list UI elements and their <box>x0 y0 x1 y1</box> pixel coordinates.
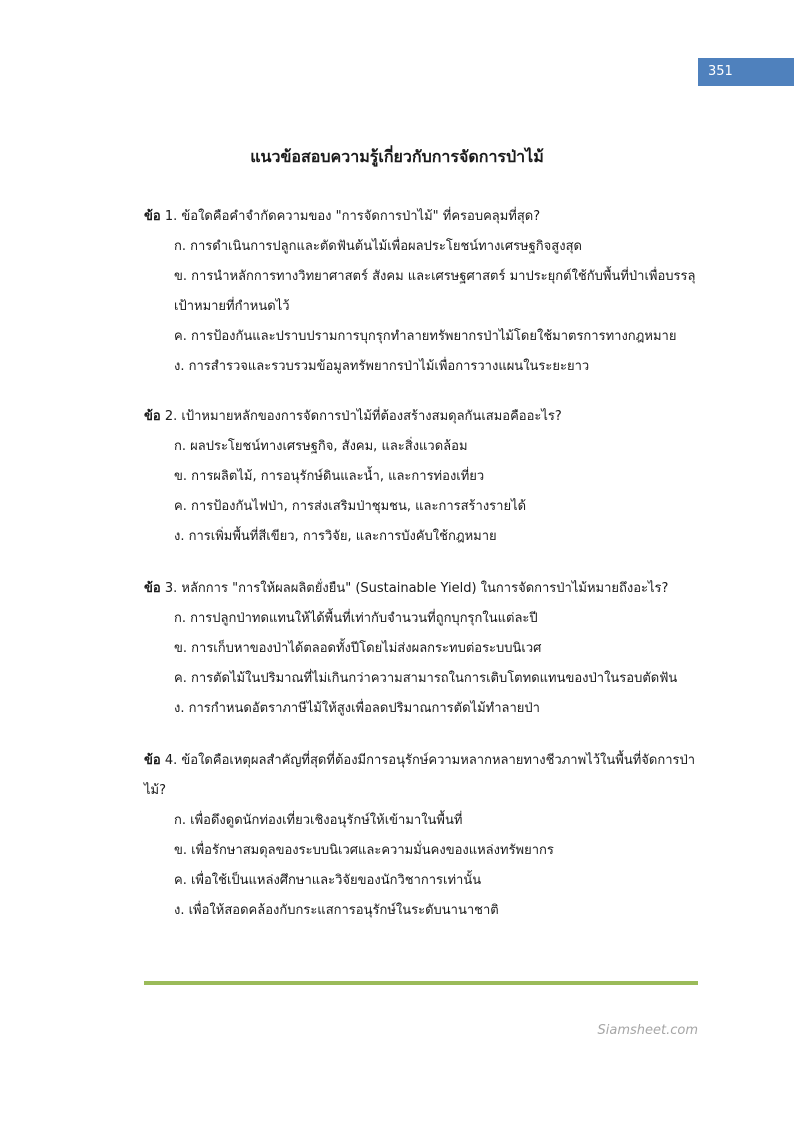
option-c: ค. การตัดไม้ในปริมาณที่ไม่เกินกว่าความสามารถในการเติบโตทดแทนของป่าในรอบตัดฟัน <box>174 671 678 686</box>
question-number: 1. <box>164 209 178 224</box>
footer-site-name: Siamsheet.com <box>597 1023 698 1038</box>
question-stem <box>144 574 700 604</box>
option-b: ข. เพื่อรักษาสมดุลของระบบนิเวศและความมั่นคงของแหล่งทรัพยากร <box>174 843 554 858</box>
option-a: ก. เพื่อดึงดูดนักท่องเที่ยวเชิงอนุรักษ์ให้เข้ามาในพื้นที่ <box>174 813 463 828</box>
question-label: ข้อ <box>144 409 161 424</box>
question-number: 2. <box>164 409 178 424</box>
footer-divider <box>144 981 698 985</box>
option-c: ค. เพื่อใช้เป็นแหล่งศึกษาและวิจัยของนักวิชาการเท่านั้น <box>174 873 482 888</box>
option-b: ข. การผลิตไม้, การอนุรักษ์ดินและน้ำ, และการท่องเที่ยว <box>174 469 485 484</box>
option-c: ค. การป้องกันและปราบปรามการบุกรุกทำลายทรัพยากรป่าไม้โดยใช้มาตรการทางกฎหมาย <box>174 329 677 344</box>
page-number-tab: 351 <box>698 58 794 86</box>
question-label: ข้อ <box>144 753 161 768</box>
question-text: เป้าหมายหลักของการจัดการป่าไม้ที่ต้องสร้างสมดุลกันเสมอคืออะไร? <box>181 409 562 424</box>
question-2 <box>144 402 700 552</box>
option-b: ข. การเก็บหาของป่าได้ตลอดทั้งปีโดยไม่ส่งผลกระทบต่อระบบนิเวศ <box>174 641 542 656</box>
option-c: ค. การป้องกันไฟป่า, การส่งเสริมป่าชุมชน, และการสร้างรายได้ <box>174 499 527 514</box>
option-a: ก. การปลูกป่าทดแทนให้ได้พื้นที่เท่ากับจำนวนที่ถูกบุกรุกในแต่ละปี <box>174 611 538 626</box>
question-number: 3. <box>164 581 178 596</box>
option-d: ง. การสำรวจและรวบรวมข้อมูลทรัพยากรป่าไม้เพื่อการวางแผนในระยะยาว <box>174 359 590 374</box>
question-label: ข้อ <box>144 581 161 596</box>
option-b: ข. การนำหลักการทางวิทยาศาสตร์ สังคม และเศรษฐศาสตร์ มาประยุกต์ใช้กับพื้นที่ป่าเพื่อบรรลุเป้าหมายที่กำหนดไว้ <box>174 269 696 314</box>
option-a: ก. การดำเนินการปลูกและตัดฟันต้นไม้เพื่อผลประโยชน์ทางเศรษฐกิจสูงสุด <box>174 239 582 254</box>
question-text: หลักการ "การให้ผลผลิตยั่งยืน" (Sustainable Yield) ในการจัดการป่าไม้หมายถึงอะไร? <box>181 581 669 596</box>
option-d: ง. เพื่อให้สอดคล้องกับกระแสการอนุรักษ์ในระดับนานาชาติ <box>174 903 499 918</box>
question-text: ข้อใดคือเหตุผลสำคัญที่สุดที่ต้องมีการอนุรักษ์ความหลากหลายทางชีวภาพไว้ในพื้นที่จัดการป่าไม้? <box>144 753 696 798</box>
question-stem <box>144 402 700 432</box>
question-4 <box>144 746 700 926</box>
question-number: 4. <box>164 753 178 768</box>
question-label: ข้อ <box>144 209 161 224</box>
page-title: แนวข้อสอบความรู้เกี่ยวกับการจัดการป่าไม้ <box>250 147 544 166</box>
question-stem <box>144 202 700 232</box>
question-stem <box>144 746 700 806</box>
question-3 <box>144 574 700 724</box>
option-a: ก. ผลประโยชน์ทางเศรษฐกิจ, สังคม, และสิ่งแวดล้อม <box>174 439 468 454</box>
option-d: ง. การเพิ่มพื้นที่สีเขียว, การวิจัย, และการบังคับใช้กฎหมาย <box>174 529 497 544</box>
option-d: ง. การกำหนดอัตราภาษีไม้ให้สูงเพื่อลดปริมาณการตัดไม้ทำลายป่า <box>174 701 540 716</box>
question-1 <box>144 202 700 382</box>
question-text: ข้อใดคือคำจำกัดความของ "การจัดการป่าไม้" ที่ครอบคลุมที่สุด? <box>181 209 541 224</box>
